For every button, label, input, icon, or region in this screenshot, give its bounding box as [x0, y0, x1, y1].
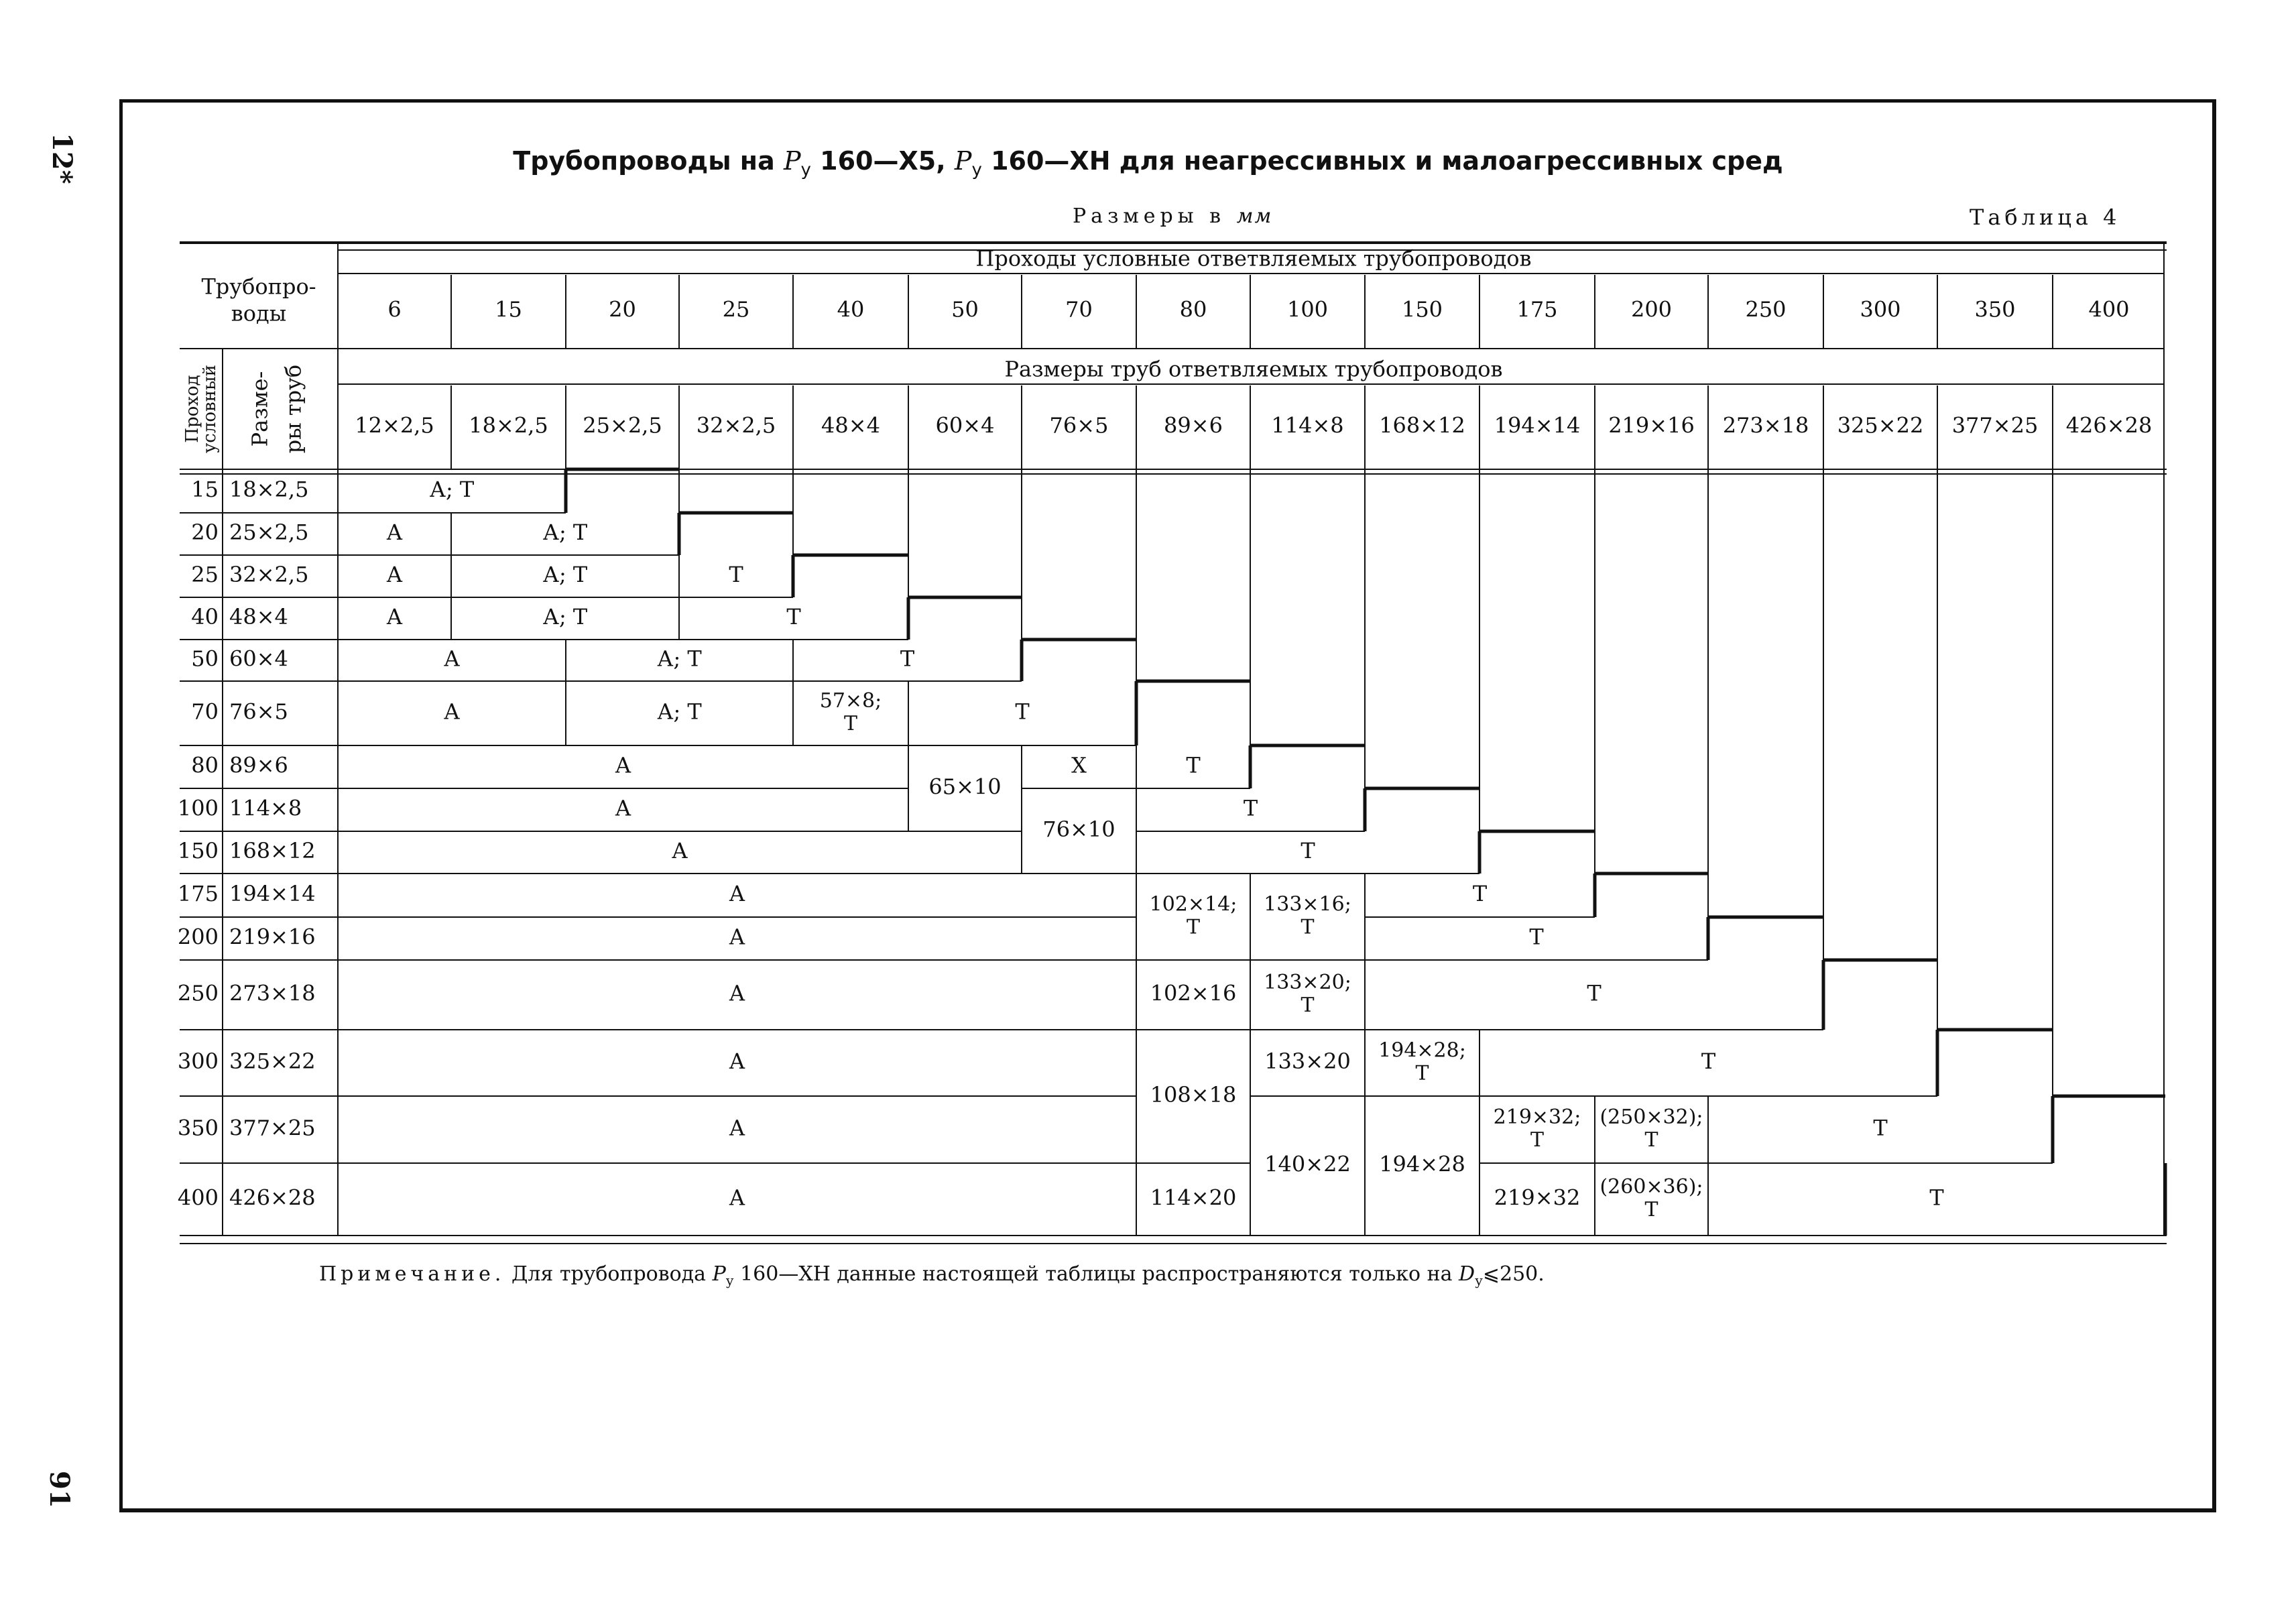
cell-value: Т [1415, 1061, 1429, 1085]
row-pass-70: 70 [191, 699, 219, 725]
cell-value: А; Т [657, 699, 702, 725]
row-size-80: 89×6 [229, 752, 288, 778]
table-title: Трубопроводы на $Р_у$ 160—Х5, $Р_у$ 160—ХН для неагрессивных и малоагрессивных сред [513, 146, 1783, 180]
cell-value: А [443, 646, 461, 672]
table-number: Таблица 4 [1970, 204, 2121, 230]
row-pass-80: 80 [191, 752, 219, 778]
row-pass-150: 150 [177, 838, 219, 863]
cell-value: Т [1873, 1115, 1888, 1141]
cell-value: Т [1529, 924, 1544, 950]
cell-value: 114×20 [1150, 1185, 1237, 1211]
branch-pass-300: 300 [1860, 296, 1901, 322]
cell-value: Т [1186, 752, 1201, 778]
row-size-250: 273×18 [229, 980, 316, 1006]
branch-size-2: 25×2,5 [583, 412, 662, 438]
branch-pass-400: 400 [2088, 296, 2130, 322]
row-size-150: 168×12 [229, 838, 316, 863]
branch-pass-header: Проходы условные ответвляемых трубопроводов [975, 245, 1532, 272]
cell-value: 133×16; [1264, 892, 1351, 916]
branch-size-15: 426×28 [2065, 412, 2153, 438]
cell-value: Т [843, 712, 858, 735]
cell-value: 108×18 [1150, 1082, 1237, 1107]
cell-value: 65×10 [928, 774, 1002, 800]
row-pass-15: 15 [191, 477, 219, 502]
cell-value: 194×28 [1379, 1151, 1465, 1177]
page-marker-top: 12* [46, 133, 78, 184]
row-pass-50: 50 [191, 646, 219, 672]
cell-value: А; Т [657, 646, 702, 672]
cell-value: 140×22 [1264, 1151, 1351, 1177]
row-pass-200: 200 [177, 924, 219, 950]
row-size-200: 219×16 [229, 924, 316, 950]
cell-value: Т [1301, 915, 1315, 939]
branch-size-8: 114×8 [1271, 412, 1344, 438]
corner-size-header: ры труб [280, 364, 306, 454]
row-pass-175: 175 [177, 881, 219, 906]
cell-value: 57×8; [819, 689, 882, 713]
branch-pass-80: 80 [1179, 296, 1207, 322]
branch-size-9: 168×12 [1379, 412, 1465, 438]
branch-pass-25: 25 [722, 296, 750, 322]
branch-size-1: 18×2,5 [469, 412, 548, 438]
table-note: Примечание. Для трубопровода $Р_у$ 160—ХН данные настоящей таблицы распространяются только на $D_у⩽250$. [319, 1262, 1545, 1288]
corner-pass-header: Проход [182, 375, 202, 443]
branch-pass-15: 15 [495, 296, 522, 322]
row-size-25: 32×2,5 [229, 562, 309, 587]
cell-value: Т [1587, 980, 1602, 1006]
cell-value: 102×16 [1150, 980, 1237, 1006]
cell-value: Т [1301, 994, 1315, 1017]
cell-value: А [729, 1185, 745, 1211]
row-size-400: 426×28 [229, 1185, 316, 1211]
cell-value: А; Т [542, 562, 588, 587]
cell-value: Т [900, 646, 915, 672]
branch-size-header: Размеры труб ответвляемых трубопроводов [1004, 356, 1503, 382]
branch-size-6: 76×5 [1049, 412, 1109, 438]
cell-value: А [615, 752, 631, 778]
branch-pass-350: 350 [1974, 296, 2016, 322]
cell-value: Т [1701, 1048, 1716, 1074]
branch-size-0: 12×2,5 [355, 412, 434, 438]
row-pass-20: 20 [191, 520, 219, 545]
row-size-40: 48×4 [229, 604, 288, 629]
branch-size-4: 48×4 [821, 412, 880, 438]
corner-size-header: Разме- [247, 371, 273, 447]
row-pass-300: 300 [177, 1048, 219, 1074]
cell-value: Т [1644, 1128, 1658, 1152]
branch-pass-70: 70 [1065, 296, 1093, 322]
cell-value: А; Т [542, 604, 588, 629]
row-size-50: 60×4 [229, 646, 288, 672]
cell-value: А [386, 562, 403, 587]
row-size-350: 377×25 [229, 1115, 316, 1141]
row-size-100: 114×8 [229, 795, 302, 821]
row-pass-25: 25 [191, 562, 219, 587]
cell-value: Т [1015, 699, 1030, 725]
branch-pass-50: 50 [951, 296, 979, 322]
row-pass-400: 400 [177, 1185, 219, 1211]
cell-value: 76×10 [1042, 817, 1115, 842]
branch-pass-6: 6 [387, 296, 402, 322]
cell-value: Т [786, 604, 801, 629]
cell-value: (260×36); [1599, 1175, 1703, 1199]
cell-value: А; Т [542, 520, 588, 545]
branch-pass-200: 200 [1630, 296, 1673, 322]
branch-size-3: 32×2,5 [696, 412, 776, 438]
row-pass-40: 40 [191, 604, 219, 629]
branch-size-11: 219×16 [1608, 412, 1695, 438]
corner-pass-header: условный [200, 364, 220, 454]
cell-value: А [386, 520, 403, 545]
branch-pass-150: 150 [1401, 296, 1443, 322]
row-size-20: 25×2,5 [229, 520, 309, 545]
row-size-175: 194×14 [229, 881, 316, 906]
cell-value: А [729, 1115, 745, 1141]
branch-pass-20: 20 [609, 296, 636, 322]
corner-header: воды [231, 300, 287, 326]
branch-size-5: 60×4 [935, 412, 995, 438]
cell-value: 133×20; [1264, 971, 1351, 994]
cell-value: 194×28; [1378, 1038, 1466, 1063]
row-size-70: 76×5 [229, 699, 288, 725]
cell-value: Т [1301, 838, 1315, 863]
branch-size-12: 273×18 [1722, 412, 1809, 438]
branch-size-13: 325×22 [1837, 412, 1924, 438]
cell-value: А [386, 604, 403, 629]
cell-value: А [729, 1048, 745, 1074]
cell-value: А [729, 881, 745, 906]
branch-pass-175: 175 [1516, 296, 1558, 322]
row-size-15: 18×2,5 [229, 477, 309, 502]
row-pass-250: 250 [177, 980, 219, 1006]
cell-value: А [729, 924, 745, 950]
cell-value: Х [1071, 752, 1087, 778]
cell-value: (250×32); [1599, 1105, 1703, 1129]
row-pass-100: 100 [177, 795, 219, 821]
cell-value: Т [1472, 881, 1488, 906]
cell-value: 102×14; [1149, 892, 1237, 916]
branch-pass-100: 100 [1286, 296, 1329, 322]
cell-value: Т [1644, 1198, 1658, 1221]
cell-value: А [615, 795, 631, 821]
cell-value: 133×20 [1264, 1048, 1351, 1074]
row-pass-350: 350 [177, 1115, 219, 1141]
branch-size-7: 89×6 [1164, 412, 1223, 438]
cell-value: Т [1530, 1128, 1545, 1152]
cell-value: А [671, 838, 688, 863]
branch-pass-250: 250 [1745, 296, 1787, 322]
cell-value: А [729, 980, 745, 1006]
corner-header: Трубопро- [201, 274, 316, 300]
units-caption: Размеры в мм [1073, 204, 1273, 228]
cell-value: 219×32; [1493, 1105, 1581, 1129]
branch-size-10: 194×14 [1494, 412, 1581, 438]
branch-pass-40: 40 [837, 296, 865, 322]
branch-size-14: 377×25 [1951, 412, 2039, 438]
cell-value: Т [729, 562, 743, 587]
row-size-300: 325×22 [229, 1048, 316, 1074]
cell-value: 219×32 [1494, 1185, 1581, 1211]
cell-value: Т [1929, 1185, 1944, 1211]
cell-value: Т [1243, 795, 1258, 821]
cell-value: А [443, 699, 461, 725]
page-number: 91 [44, 1471, 75, 1508]
cell-value: Т [1186, 915, 1201, 939]
cell-value: А; Т [429, 477, 475, 502]
